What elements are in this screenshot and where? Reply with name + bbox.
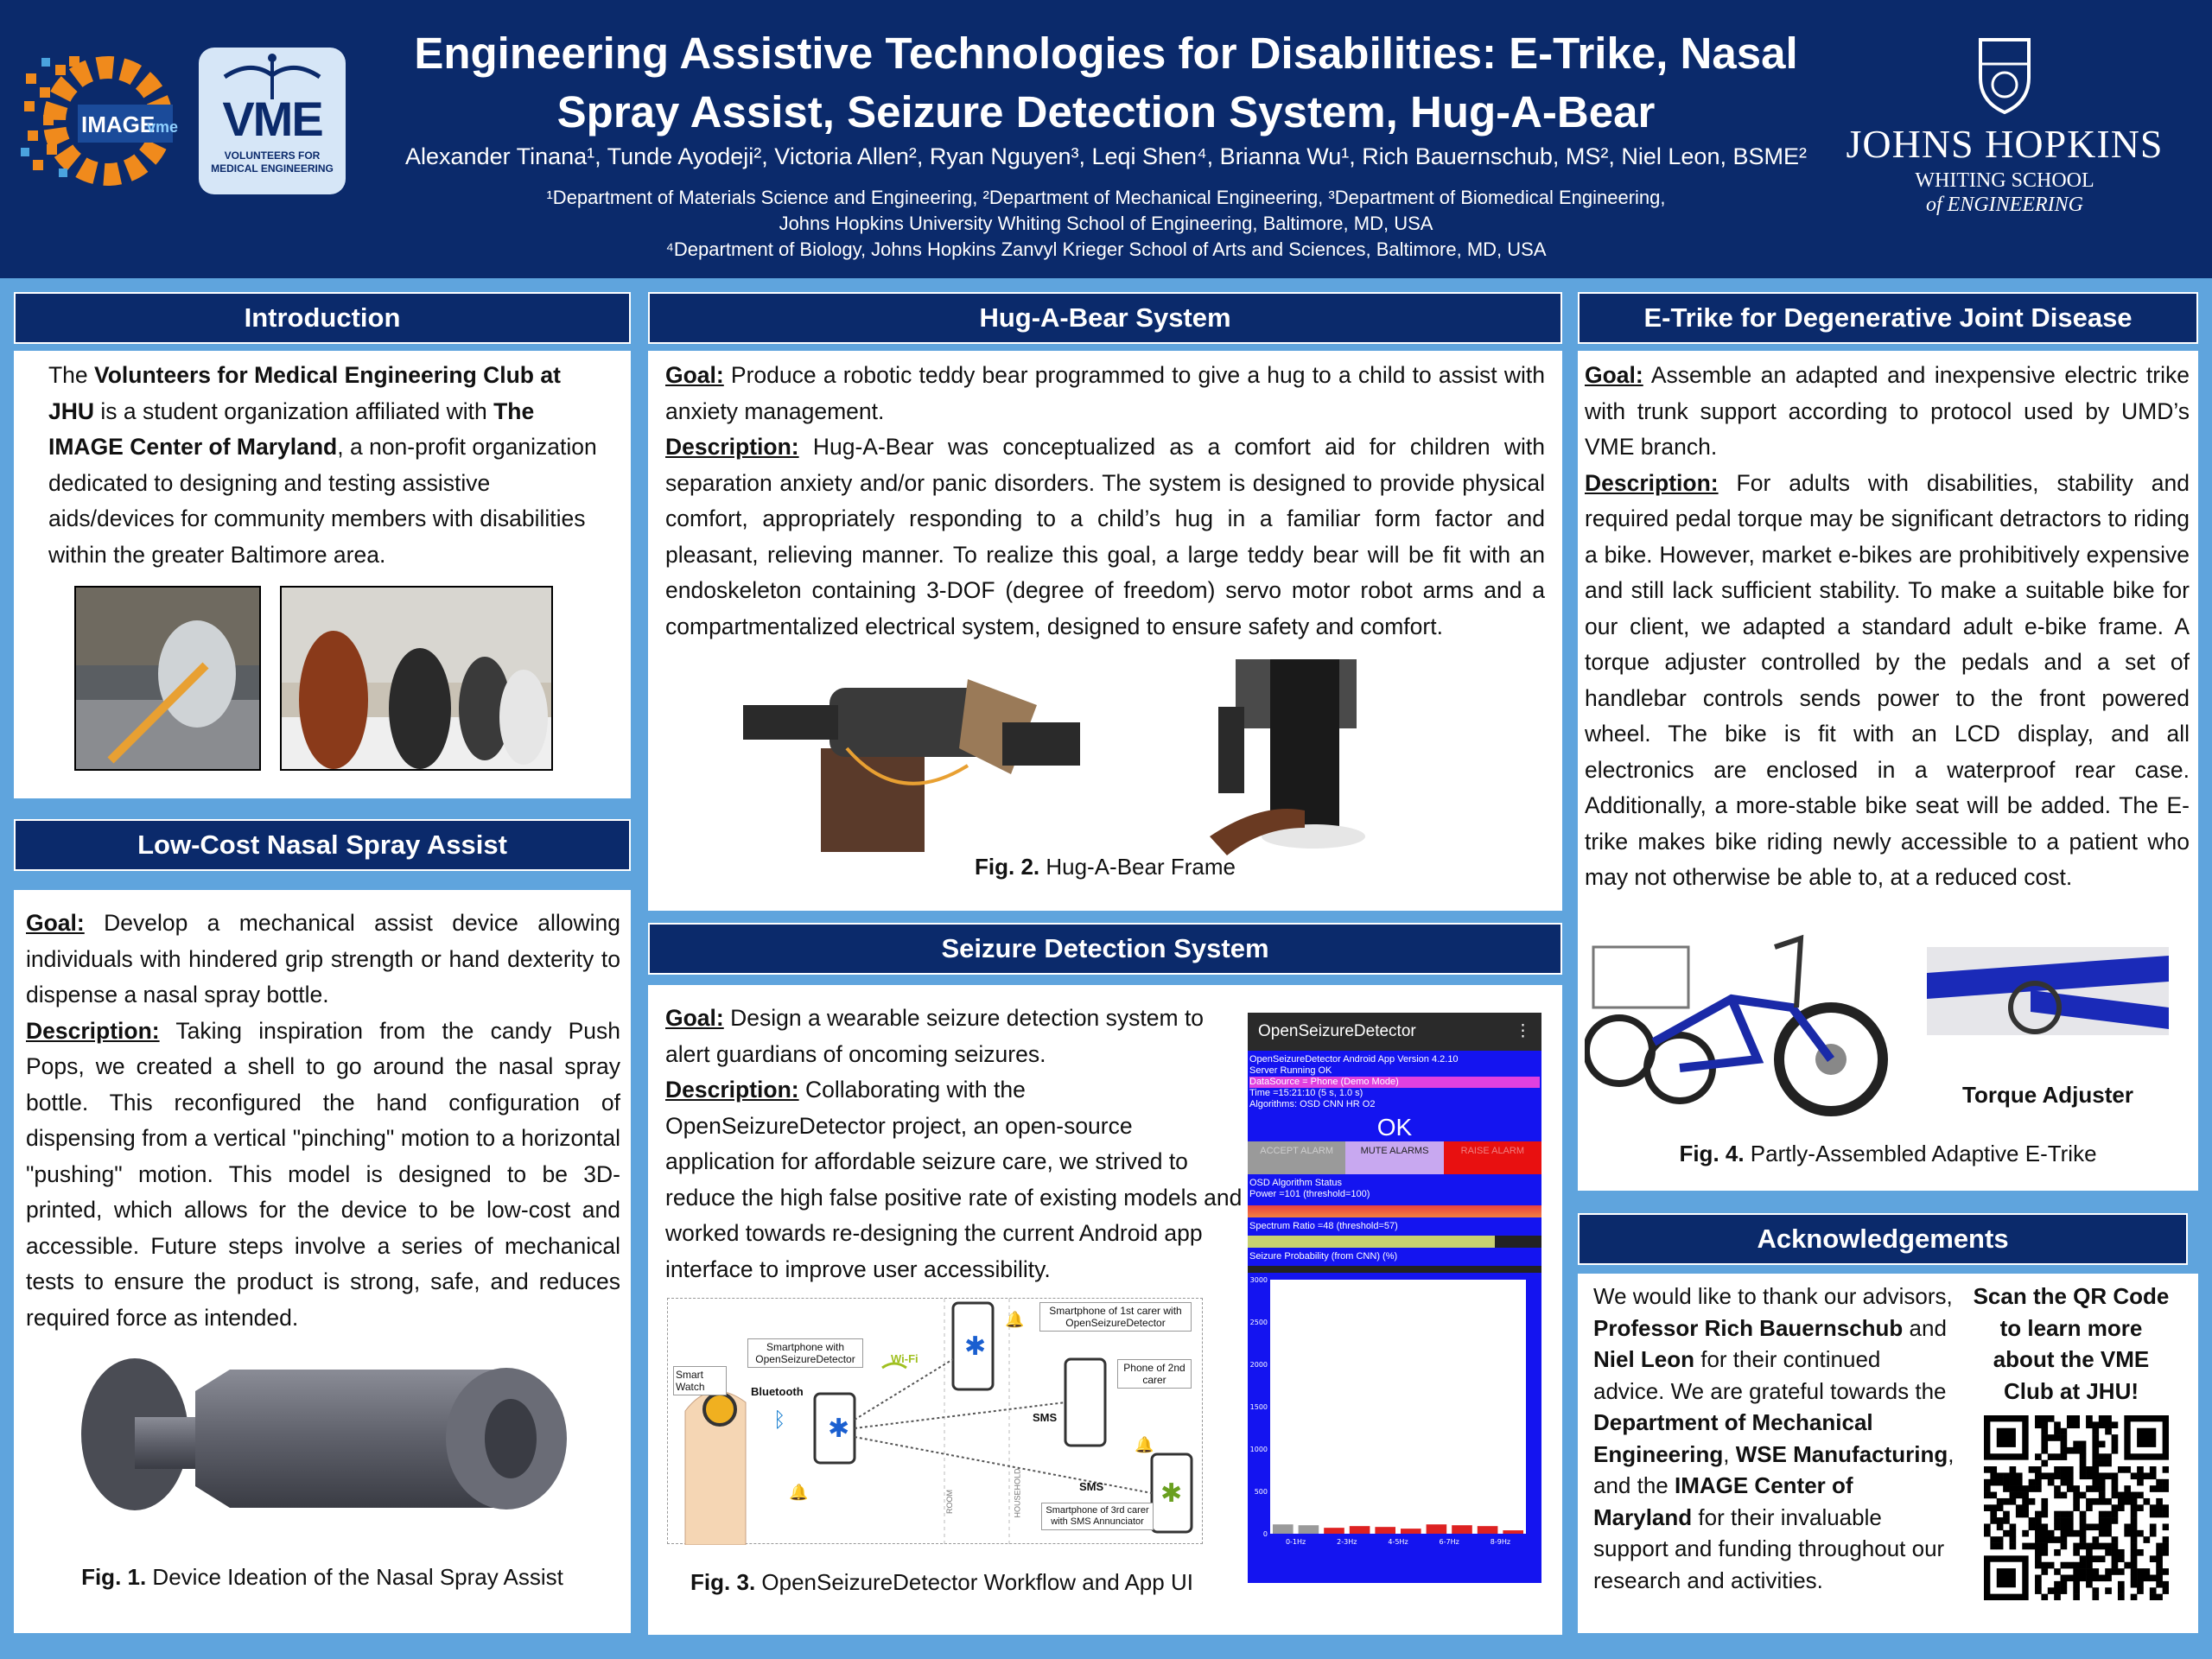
carer3-medical-icon: ✱	[1160, 1478, 1183, 1509]
poster-title: Engineering Assistive Technologies for Disabilities: E-Trike, Nasal Spray Assist, Seizure Detection System, Hug-A-Bear	[414, 29, 1798, 137]
spectrum-bar	[1427, 1524, 1447, 1534]
y-tick-label: 2500	[1249, 1319, 1268, 1326]
power-bar	[1248, 1205, 1541, 1217]
spectrum-bar	[1324, 1528, 1344, 1534]
hug-frame-photo	[1210, 655, 1374, 855]
torque-adjuster-photo	[1927, 947, 2169, 1035]
nasal-text: Goal: Develop a mechanical assist device allowing individuals with hindered grip strength or hand dexterity to dispense a nasal spray bottle. Description: Taking inspiration from the candy Push Pops, we created a shell to go around the nasal spray bottle. This reconfigured the hand configuration of dispensing from a vertical "pinching" motion to a horizontal "pushing" motion. This model is designed to be 3D-printed, which allows for the device to be low-cost and accessible. Future steps involve a series of mechanical tests to ensure the product is strong, safe, and reduces required force as intended.	[26, 910, 620, 1331]
image-center-logo	[17, 48, 181, 199]
etrike-text: Goal: Assemble an adapted and inexpensive electric trike with trunk support according to protocol used by UMD’s VME branch. Description: For adults with disabilities, stability and required pedal torque may be significant detractors to riding a bike. However, market e-bikes are prohibitively expensive and still lack sufficient stability. To make a suitable bike for our client, we adapted a standard adult e-bike frame. A torque adjuster controlled by the pedals and a set of handlebar controls sends power to the front powered wheel. The bike is fit with an LCD display, and all electronics are enclosed in a waterproof rear case. Additionally, a more-stable bike seat will be added. The E-trike makes bike riding newly accessible to a patient who may not otherwise be able to, at a reduced cost.	[1585, 362, 2190, 890]
phone-medical-icon: ✱	[828, 1414, 850, 1444]
torque-adjuster-label: Torque Adjuster	[1962, 1082, 2133, 1108]
carer-medical-icon: ✱	[964, 1332, 987, 1362]
hug-text: Goal: Produce a robotic teddy bear programmed to give a hug to a child to assist with anxiety management. Description: Hug-A-Bear was conceptualized as a comfort aid for children with separation anxiety and/or panic disorders. The system is designed to provide physical comfort, appropriately responding to a child’s hug in a familiar form factor and pleasant, relieving manner. To realize this goal, a large teddy bear will be fit with an endoskeleton containing 3-DOF (degree of freedom) servo motor robot arms and a compartmentalized electrical system, designed to ensure safety and comfort.	[665, 362, 1545, 639]
alarm-bell-icon-2: 🔔	[789, 1484, 809, 1502]
intro-panel	[14, 351, 631, 798]
spectrum-bar	[1350, 1526, 1370, 1534]
intro-photo-device	[74, 586, 261, 771]
fig2-caption: Fig. 2. Hug-A-Bear Frame	[975, 854, 1236, 880]
svg-text:IMAGE: IMAGE	[81, 111, 156, 137]
jhu-shield-icon	[1832, 35, 2177, 117]
seizure-probability-bar	[1248, 1266, 1541, 1273]
y-tick-label: 500	[1254, 1488, 1268, 1496]
app-ok-status: OK	[1376, 1114, 1413, 1141]
etrike-heading: E-Trike for Degenerative Joint Disease	[1578, 292, 2198, 344]
nasal-panel	[14, 890, 631, 1633]
diagram-room-label: ROOM	[945, 1490, 954, 1514]
bluetooth-icon: ᛒ	[773, 1408, 786, 1432]
spectrum-bar-chart	[1248, 1274, 1541, 1553]
etrike-photo	[1585, 921, 1904, 1137]
x-tick-label: 2-3Hz	[1337, 1538, 1357, 1546]
intro-heading: Introduction	[14, 292, 631, 344]
diagram-sms-label-1: SMS	[1033, 1411, 1058, 1424]
diagram-bluetooth-label: Bluetooth	[751, 1385, 804, 1398]
diagram-wifi-label: Wi-Fi	[891, 1352, 918, 1365]
app-status-lines: OpenSeizureDetector Android App Version 4.2.10 Server Running OK DataSource = Phone (Demo Mode) Time =15:21:10 (5 s, 1.0 s) Algorithms: OSD CNN HR O2	[1248, 1051, 1541, 1114]
seizure-heading: Seizure Detection System	[648, 923, 1562, 975]
poster-header	[0, 0, 2212, 278]
spectrum-bar	[1401, 1529, 1421, 1534]
x-tick-label: 8-9Hz	[1490, 1538, 1511, 1546]
spectrum-ratio-label: Spectrum Ratio =48 (threshold=57)	[1249, 1221, 1398, 1231]
seizure-text: Goal: Design a wearable seizure detection system to alert guardians of oncoming seizures. Description: Collaborating with the OpenSeizureDetector project, an open-source application for affordable seizure care, we strived to reduce the high false positive rate of existing models and worked towards re-designing the current Android app interface to improve user accessibility.	[665, 1005, 1243, 1282]
diagram-household-label: HOUSEHOLD	[1013, 1468, 1022, 1518]
seizure-workflow-diagram	[667, 1298, 1203, 1544]
spectrum-bar	[1273, 1524, 1294, 1534]
accept-alarm-button[interactable]: ACCEPT ALARM	[1248, 1141, 1345, 1174]
x-tick-label: 4-5Hz	[1388, 1538, 1408, 1546]
jhu-school: WHITING SCHOOL of ENGINEERING	[1915, 169, 2094, 216]
mute-alarms-button[interactable]: MUTE ALARMS	[1345, 1141, 1443, 1174]
diagram-phone-label: Smartphone with OpenSeizureDetector	[747, 1338, 863, 1368]
alarm-bell-icon: 🔔	[1005, 1311, 1025, 1329]
hug-heading: Hug-A-Bear System	[648, 292, 1562, 344]
diagram-carer3-label: Smartphone of 3rd carer with SMS Annunciator	[1041, 1503, 1154, 1530]
spectrum-bar	[1503, 1530, 1523, 1534]
jhu-logo	[1832, 35, 2177, 225]
app-titlebar: OpenSeizureDetector ⋮	[1248, 1013, 1541, 1051]
diagram-carer1-label: Smartphone of 1st carer with OpenSeizureDetector	[1039, 1302, 1192, 1332]
vme-logo-text: VME	[222, 92, 322, 146]
chart-plot-area	[1270, 1280, 1526, 1534]
app-alarm-buttons	[1248, 1141, 1541, 1174]
seizure-app-ui	[1248, 1013, 1541, 1583]
x-tick-label: 6-7Hz	[1439, 1538, 1459, 1546]
spectrum-bar	[1452, 1525, 1472, 1534]
y-tick-label: 1500	[1249, 1403, 1268, 1411]
app-algorithm-status: OSD Algorithm Status Power =101 (threshold=100)	[1249, 1178, 1370, 1199]
x-tick-label: 0-1Hz	[1285, 1538, 1306, 1546]
author-list: Alexander Tinana¹, Tunde Ayodeji², Victoria Allen², Ryan Nguyen³, Leqi Shen⁴, Brianna Wu¹, Rich Bauernschub, MS², Niel Leon, BSME²	[405, 143, 1807, 169]
vme-logo	[199, 48, 346, 194]
spectrum-bar	[1299, 1525, 1319, 1534]
y-tick-label: 1000	[1249, 1446, 1268, 1453]
spectrum-bar	[1375, 1527, 1395, 1534]
raise-alarm-button[interactable]: RAISE ALARM	[1444, 1141, 1541, 1174]
y-tick-label: 3000	[1249, 1276, 1268, 1284]
y-tick-label: 0	[1262, 1530, 1268, 1538]
hug-panel	[648, 351, 1562, 911]
fig4-caption: Fig. 4. Partly-Assembled Adaptive E-Trike	[1679, 1141, 2097, 1166]
ack-panel	[1578, 1274, 2198, 1633]
seizure-probability-label: Seizure Probability (from CNN) (%)	[1249, 1251, 1398, 1262]
diagram-sms-label-2: SMS	[1079, 1480, 1104, 1493]
vme-logo-subtitle: VOLUNTEERS FOR MEDICAL ENGINEERING	[211, 149, 334, 175]
intro-text: The Volunteers for Medical Engineering Club at JHU is a student organization affiliated with The IMAGE Center of Maryland, a non-profit organization dedicated to designing and testing assistive aids/devices for community members with disabilities within the greater Baltimore area.	[48, 362, 597, 568]
diagram-smart-watch-label: Smart Watch	[673, 1366, 727, 1395]
nasal-heading: Low-Cost Nasal Spray Assist	[14, 819, 631, 871]
intro-photo-team	[280, 586, 553, 771]
nasal-device-render	[74, 1357, 584, 1529]
spectrum-ratio-bar	[1248, 1236, 1541, 1248]
jhu-name: JOHNS HOPKINS	[1846, 122, 2164, 166]
ack-heading: Acknowledgements	[1578, 1213, 2188, 1265]
ack-text: We would like to thank our advisors, Professor Rich Bauernschub and Niel Leon for their continued advice. We are grateful towards the Department of Mechanical Engineering, WSE Manufacturing, and the IMAGE Center of Maryland for their invaluable support and funding throughout our research and activities.	[1593, 1283, 1955, 1593]
hug-robot-arms-photo	[743, 671, 1106, 852]
y-tick-label: 2000	[1249, 1361, 1268, 1369]
qr-caption: Scan the QR Code to learn more about the VME Club at JHU!	[1973, 1283, 2170, 1404]
qr-code[interactable]	[1984, 1415, 2169, 1600]
svg-text:vme: vme	[147, 118, 179, 136]
fig1-caption: Fig. 1. Device Ideation of the Nasal Spray Assist	[81, 1564, 563, 1590]
spectrum-bar	[1478, 1526, 1498, 1534]
fig3-caption: Fig. 3. OpenSeizureDetector Workflow and App UI	[690, 1569, 1193, 1595]
overflow-menu-icon[interactable]: ⋮	[1515, 1022, 1531, 1040]
seizure-panel	[648, 985, 1562, 1635]
diagram-carer2-label: Phone of 2nd carer	[1117, 1359, 1192, 1389]
alarm-bell-icon-3: 🔔	[1135, 1436, 1154, 1454]
etrike-panel	[1578, 351, 2198, 1191]
affiliations: ¹Department of Materials Science and Engineering, ²Department of Mechanical Engineering, ³Department of Biomedical Engineering, Johns Hopkins University Whiting School of Engineering, Baltimore, MD, USA ⁴Department of Biology, Johns Hopkins Zanvyl Krieger School of Arts and Sciences, Baltimore, MD, USA	[546, 187, 1666, 260]
